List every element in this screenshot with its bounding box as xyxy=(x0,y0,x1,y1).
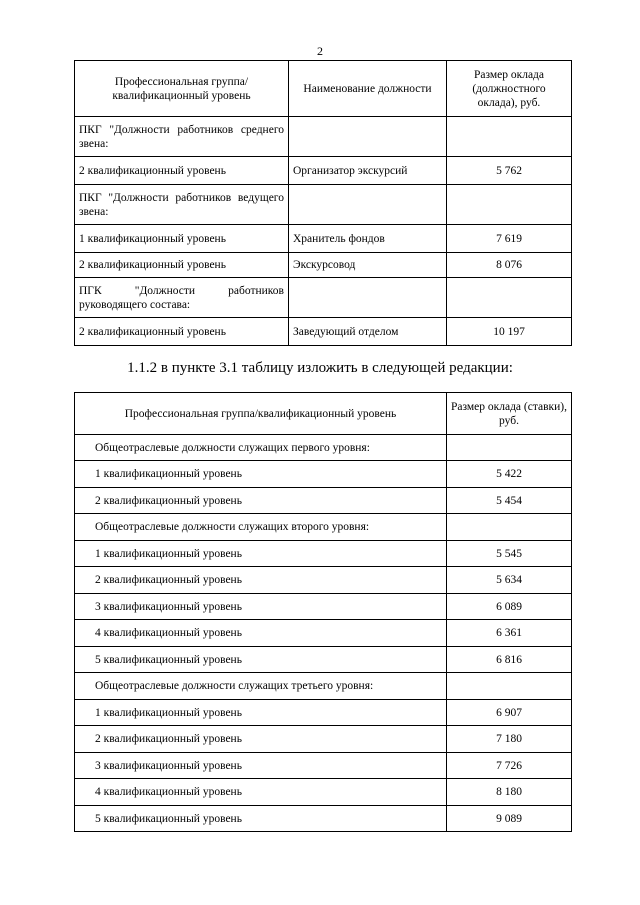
group-cell: 2 квалификационный уровень xyxy=(75,318,289,346)
table-row xyxy=(75,514,572,541)
table-row xyxy=(75,806,572,832)
group-cell: ПКГ "Должности работников среднего звена: xyxy=(75,117,289,157)
group-cell: 2 квалификационный уровень xyxy=(75,567,447,594)
header-group: Профессиональная группа/квалификационный уровень xyxy=(75,393,447,435)
group-cell: 1 квалификационный уровень xyxy=(75,225,289,253)
table-row xyxy=(75,673,572,700)
table-row xyxy=(75,278,572,318)
group-cell: 2 квалификационный уровень xyxy=(75,726,447,753)
group-cell: 3 квалификационный уровень xyxy=(75,753,447,779)
table-row xyxy=(75,488,572,514)
salary-cell: 6 907 xyxy=(447,700,572,726)
table-row xyxy=(75,594,572,620)
table-row xyxy=(75,779,572,806)
position-cell xyxy=(289,278,447,318)
group-cell: 3 квалификационный уровень xyxy=(75,594,447,620)
salary-cell: 6 361 xyxy=(447,620,572,647)
position-cell xyxy=(289,117,447,157)
salary-cell: 6 816 xyxy=(447,647,572,673)
positions-salary-table xyxy=(74,60,572,346)
position-cell: Организатор экскурсий xyxy=(289,157,447,185)
salary-cell xyxy=(447,117,572,157)
position-cell: Хранитель фондов xyxy=(289,225,447,253)
header-position: Наименование должности xyxy=(289,61,447,117)
header-salary: Размер оклада (ставки), руб. xyxy=(447,393,572,435)
table-row xyxy=(75,185,572,225)
group-cell: 4 квалификационный уровень xyxy=(75,779,447,806)
salary-cell xyxy=(447,435,572,461)
table-row xyxy=(75,157,572,185)
group-cell: Общеотраслевые должности служащих второго уровня: xyxy=(75,514,447,541)
salary-cell: 6 089 xyxy=(447,594,572,620)
table-row xyxy=(75,620,572,647)
table-row xyxy=(75,541,572,567)
group-cell: 5 квалификационный уровень xyxy=(75,647,447,673)
header-salary: Размер оклада (должностного оклада), руб. xyxy=(447,61,572,117)
table-row xyxy=(75,753,572,779)
header-group: Профессиональная группа/квалификационный уровень xyxy=(75,61,289,117)
salary-cell: 9 089 xyxy=(447,806,572,832)
salary-cell: 8 180 xyxy=(447,779,572,806)
group-cell: ПГК "Должности работников руководящего состава: xyxy=(75,278,289,318)
group-cell: 1 квалификационный уровень xyxy=(75,461,447,488)
salary-cell xyxy=(447,673,572,700)
table-row xyxy=(75,700,572,726)
group-cell: 1 квалификационный уровень xyxy=(75,541,447,567)
salary-cell: 8 076 xyxy=(447,253,572,278)
salary-cell: 7 726 xyxy=(447,753,572,779)
table-header-row xyxy=(75,61,572,117)
group-cell: 2 квалификационный уровень xyxy=(75,253,289,278)
salary-cell: 10 197 xyxy=(447,318,572,346)
group-cell: 2 квалификационный уровень xyxy=(75,488,447,514)
salary-cell: 5 454 xyxy=(447,488,572,514)
salary-cell: 5 762 xyxy=(447,157,572,185)
salary-cell xyxy=(447,278,572,318)
group-cell: 2 квалификационный уровень xyxy=(75,157,289,185)
group-cell: 5 квалификационный уровень xyxy=(75,806,447,832)
table-row xyxy=(75,318,572,346)
group-cell: Общеотраслевые должности служащих первого уровня: xyxy=(75,435,447,461)
table-row xyxy=(75,647,572,673)
salary-cell: 7 619 xyxy=(447,225,572,253)
salary-rates-table xyxy=(74,392,572,832)
table-row xyxy=(75,726,572,753)
position-cell xyxy=(289,185,447,225)
table-row xyxy=(75,567,572,594)
salary-cell: 5 545 xyxy=(447,541,572,567)
salary-cell xyxy=(447,514,572,541)
salary-cell: 7 180 xyxy=(447,726,572,753)
table-header-row xyxy=(75,393,572,435)
group-cell: Общеотраслевые должности служащих третьего уровня: xyxy=(75,673,447,700)
group-cell: 4 квалификационный уровень xyxy=(75,620,447,647)
table-row xyxy=(75,225,572,253)
salary-cell: 5 422 xyxy=(447,461,572,488)
position-cell: Заведующий отделом xyxy=(289,318,447,346)
table-row xyxy=(75,117,572,157)
group-cell: ПКГ "Должности работников ведущего звена: xyxy=(75,185,289,225)
salary-cell xyxy=(447,185,572,225)
table-row xyxy=(75,435,572,461)
table-row xyxy=(75,253,572,278)
page-number: 2 xyxy=(317,44,323,58)
position-cell: Экскурсовод xyxy=(289,253,447,278)
salary-cell: 5 634 xyxy=(447,567,572,594)
section-heading: 1.1.2 в пункте 3.1 таблицу изложить в следующей редакции: xyxy=(127,360,513,376)
group-cell: 1 квалификационный уровень xyxy=(75,700,447,726)
table-row xyxy=(75,461,572,488)
